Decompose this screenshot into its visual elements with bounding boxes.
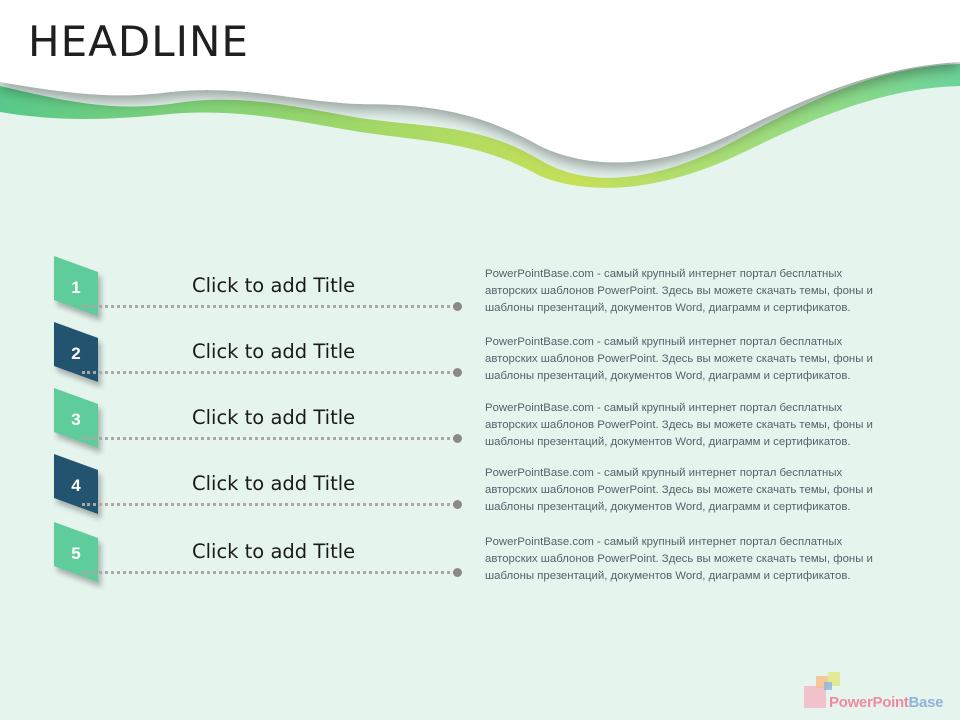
list-item	[0, 456, 960, 522]
slide-headline[interactable]: HEADLINE	[28, 17, 249, 66]
logo-text	[829, 694, 943, 711]
badge-number: 3	[71, 410, 81, 429]
connector-end-dot	[453, 302, 462, 311]
badge-number: 5	[71, 544, 81, 563]
badge-number: 4	[71, 476, 81, 495]
logo-square-pink	[804, 686, 826, 708]
connector-end-dot	[453, 500, 462, 509]
connector-end-dot	[453, 368, 462, 377]
item-description[interactable]: PowerPointBase.com - самый крупный интернет портал бесплатных авторских шаблонов PowerPoint. Здесь вы можете скачать темы, фоны и шаблоны презентаций, документов Word, диаграмм и сертификатов.	[485, 536, 873, 582]
dotted-connector	[82, 571, 456, 574]
connector-end-dot	[453, 434, 462, 443]
list-item	[0, 324, 960, 390]
logo-text-main: PowerPoint	[829, 694, 909, 711]
dotted-connector	[82, 503, 456, 506]
powerpointbase-logo	[802, 670, 960, 716]
item-description[interactable]: PowerPointBase.com - самый крупный интернет портал бесплатных авторских шаблонов PowerPoint. Здесь вы можете скачать темы, фоны и шаблоны презентаций, документов Word, диаграмм и сертификатов.	[485, 402, 873, 448]
dotted-connector	[82, 437, 456, 440]
connector-end-dot	[453, 568, 462, 577]
logo-square-blue	[824, 682, 832, 690]
badge-number: 2	[71, 344, 81, 363]
dotted-connector	[82, 305, 456, 308]
badge-number: 1	[71, 278, 81, 297]
item-description[interactable]: PowerPointBase.com - самый крупный интернет портал бесплатных авторских шаблонов PowerPoint. Здесь вы можете скачать темы, фоны и шаблоны презентаций, документов Word, диаграмм и сертификатов.	[485, 268, 873, 314]
item-title[interactable]: Click to add Title	[192, 406, 356, 429]
dotted-connector	[82, 371, 456, 374]
item-title[interactable]: Click to add Title	[192, 274, 356, 297]
item-description[interactable]: PowerPointBase.com - самый крупный интернет портал бесплатных авторских шаблонов PowerPoint. Здесь вы можете скачать темы, фоны и шаблоны презентаций, документов Word, диаграмм и сертификатов.	[485, 467, 873, 513]
logo-text-accent: Base	[908, 694, 944, 711]
item-description[interactable]: PowerPointBase.com - самый крупный интернет портал бесплатных авторских шаблонов PowerPoint. Здесь вы можете скачать темы, фоны и шаблоны презентаций, документов Word, диаграмм и сертификатов.	[485, 336, 873, 382]
item-title[interactable]: Click to add Title	[192, 472, 356, 495]
item-title[interactable]: Click to add Title	[192, 540, 356, 563]
list-item	[0, 390, 960, 456]
list-item	[0, 258, 960, 324]
list-item	[0, 524, 960, 590]
item-title[interactable]: Click to add Title	[192, 340, 356, 363]
